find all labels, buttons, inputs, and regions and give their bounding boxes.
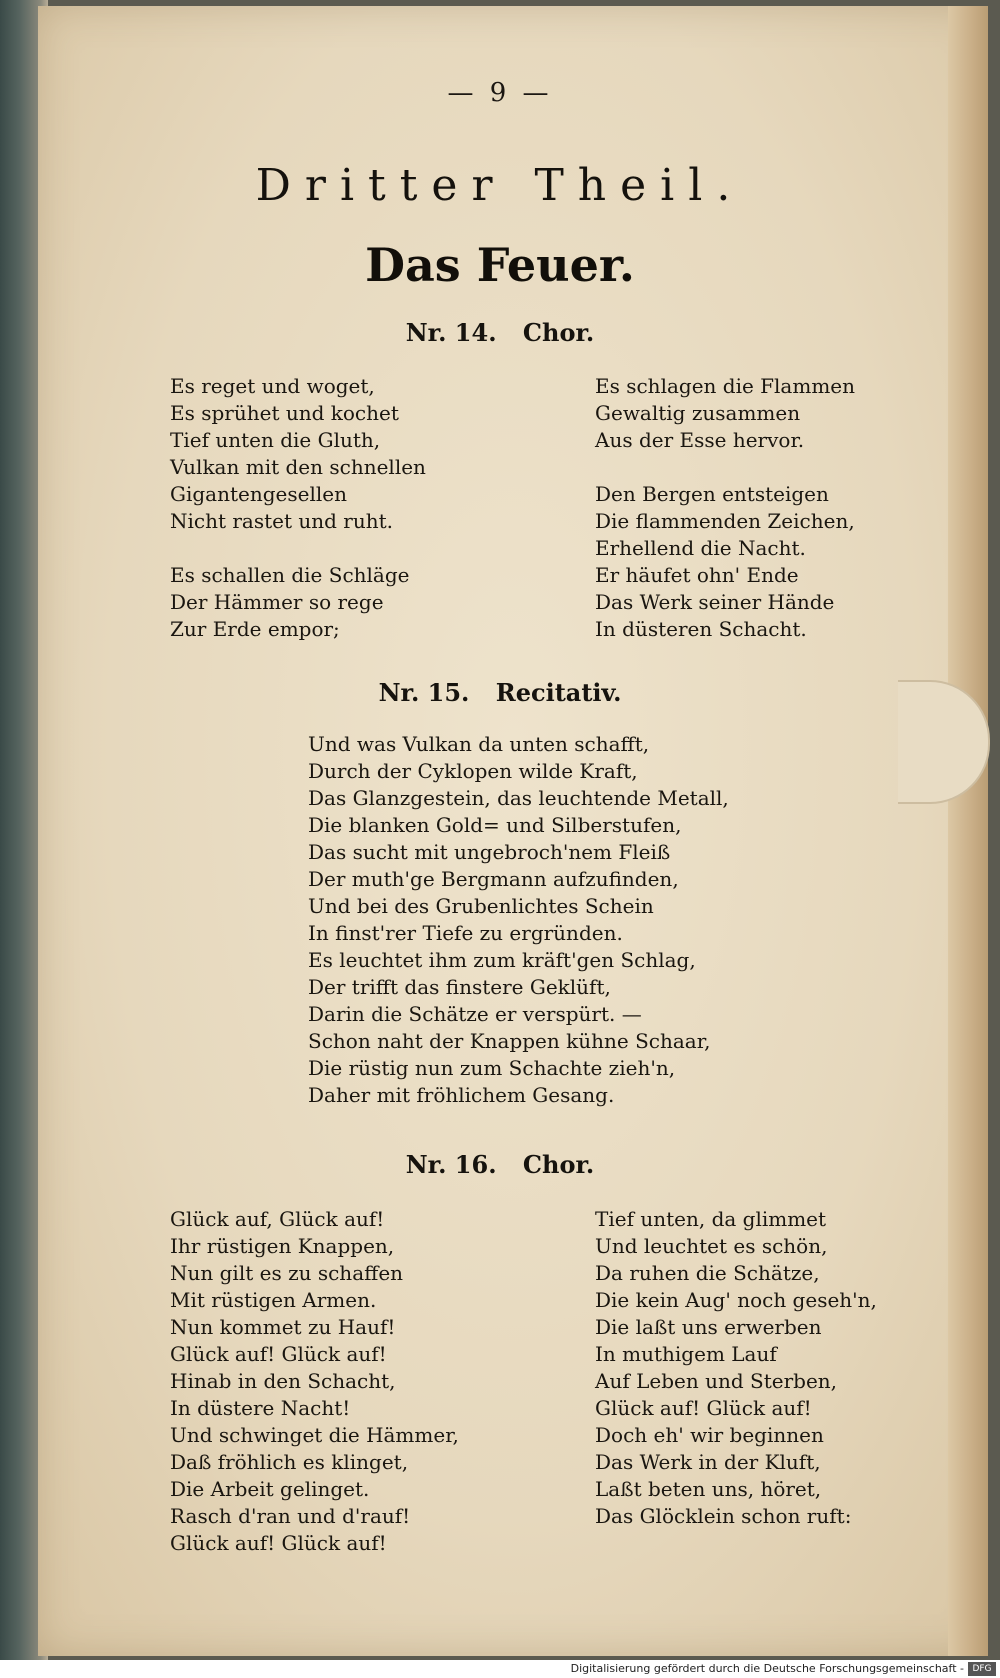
- verse-line: Schon naht der Knappen kühne Schaar,: [308, 1029, 711, 1053]
- verse-line: Der Hämmer so rege: [170, 590, 384, 614]
- verse-line: In finst'rer Tiefe zu ergründen.: [308, 921, 623, 945]
- section-main-title: Das Feuer.: [365, 238, 635, 292]
- verse-line: Die laßt uns erwerben: [595, 1315, 822, 1339]
- verse-line: Glück auf, Glück auf!: [170, 1207, 385, 1231]
- verse-line: Das sucht mit ungebroch'nem Fleiß: [308, 840, 671, 864]
- verse-line: Und was Vulkan da unten schafft,: [308, 732, 650, 756]
- nr16-left-column: [170, 1206, 459, 1557]
- verse-line: Und bei des Grubenlichtes Schein: [308, 894, 654, 918]
- verse-line: Die blanken Gold= und Silberstufen,: [308, 813, 682, 837]
- verse-line: Daß fröhlich es klinget,: [170, 1450, 409, 1474]
- verse-line: Mit rüstigen Armen.: [170, 1288, 377, 1312]
- verse-line: Das Werk seiner Hände: [595, 590, 835, 614]
- verse-line: Es leuchtet ihm zum kräft'gen Schlag,: [308, 948, 696, 972]
- heading-nr16-title: Chor.: [522, 1150, 595, 1179]
- heading-nr14-title: Chor.: [522, 318, 595, 347]
- verse-line: Die Arbeit gelinget.: [170, 1477, 370, 1501]
- verse-line: Nun gilt es zu schaffen: [170, 1261, 404, 1285]
- verse-line: Nicht rastet und ruht.: [170, 509, 394, 533]
- verse-line: Nun kommet zu Hauf!: [170, 1315, 396, 1339]
- verse-line: Durch der Cyklopen wilde Kraft,: [308, 759, 638, 783]
- heading-nr14: [0, 318, 1000, 347]
- nr16-right-column: [595, 1206, 877, 1530]
- page-number: — 9 —: [447, 78, 553, 108]
- nr14-left-column: [170, 373, 426, 643]
- part-title: Dritter Theil.: [255, 160, 745, 211]
- verse-line: Glück auf! Glück auf!: [170, 1342, 387, 1366]
- verse-line: In muthigem Lauf: [595, 1342, 777, 1366]
- verse-line: Es schlagen die Flammen: [595, 374, 855, 398]
- verse-line: [170, 535, 426, 562]
- verse-line: Es schallen die Schläge: [170, 563, 410, 587]
- verse-line: Daher mit fröhlichem Gesang.: [308, 1083, 615, 1107]
- heading-nr15-title: Recitativ.: [495, 678, 622, 707]
- heading-nr16: [0, 1150, 1000, 1179]
- verse-line: Doch eh' wir beginnen: [595, 1423, 824, 1447]
- verse-line: Die flammenden Zeichen,: [595, 509, 855, 533]
- verse-line: Rasch d'ran und d'rauf!: [170, 1504, 411, 1528]
- verse-line: Es reget und woget,: [170, 374, 375, 398]
- verse-line: Das Glöcklein schon ruft:: [595, 1504, 852, 1528]
- verse-line: Glück auf! Glück auf!: [595, 1396, 812, 1420]
- nr14-right-column: [595, 373, 855, 643]
- verse-line: Das Glanzgestein, das leuchtende Metall,: [308, 786, 729, 810]
- footer-text: Digitalisierung gefördert durch die Deutsche Forschungsgemeinschaft -: [570, 1662, 964, 1675]
- verse-line: Laßt beten uns, höret,: [595, 1477, 822, 1501]
- verse-line: Gewaltig zusammen: [595, 401, 801, 425]
- verse-line: Und leuchtet es schön,: [595, 1234, 828, 1258]
- verse-line: Der muth'ge Bergmann aufzufinden,: [308, 867, 679, 891]
- verse-line: Vulkan mit den schnellen: [170, 455, 426, 479]
- verse-line: Der trifft das finstere Geklüft,: [308, 975, 611, 999]
- heading-nr16-number: Nr. 16.: [405, 1150, 497, 1179]
- verse-line: Zur Erde empor;: [170, 617, 340, 641]
- heading-nr15-number: Nr. 15.: [378, 678, 470, 707]
- verse-line: Er häufet ohn' Ende: [595, 563, 799, 587]
- verse-line: Gigantengesellen: [170, 482, 347, 506]
- verse-line: Tief unten die Gluth,: [170, 428, 381, 452]
- verse-line: Es sprühet und kochet: [170, 401, 399, 425]
- verse-line: Hinab in den Schacht,: [170, 1369, 396, 1393]
- verse-line: In düsteren Schacht.: [595, 617, 807, 641]
- verse-line: Den Bergen entsteigen: [595, 482, 829, 506]
- heading-nr14-number: Nr. 14.: [405, 318, 497, 347]
- verse-line: In düstere Nacht!: [170, 1396, 351, 1420]
- verse-line: Glück auf! Glück auf!: [170, 1531, 387, 1555]
- verse-line: Darin die Schätze er verspürt. —: [308, 1002, 642, 1026]
- verse-line: Die kein Aug' noch geseh'n,: [595, 1288, 877, 1312]
- verse-line: Da ruhen die Schätze,: [595, 1261, 820, 1285]
- verse-line: Auf Leben und Sterben,: [595, 1369, 838, 1393]
- dfg-logo: DFG: [968, 1662, 996, 1676]
- nr15-recitative: [308, 731, 729, 1109]
- verse-line: Das Werk in der Kluft,: [595, 1450, 821, 1474]
- verse-line: Tief unten, da glimmet: [595, 1207, 827, 1231]
- verse-line: Und schwinget die Hämmer,: [170, 1423, 459, 1447]
- verse-line: Ihr rüstigen Knappen,: [170, 1234, 395, 1258]
- verse-line: [595, 454, 855, 481]
- verse-line: Erhellend die Nacht.: [595, 536, 806, 560]
- digitization-footer: [0, 1660, 1000, 1678]
- verse-line: Aus der Esse hervor.: [595, 428, 805, 452]
- heading-nr15: [0, 678, 1000, 707]
- verse-line: Die rüstig nun zum Schachte zieh'n,: [308, 1056, 676, 1080]
